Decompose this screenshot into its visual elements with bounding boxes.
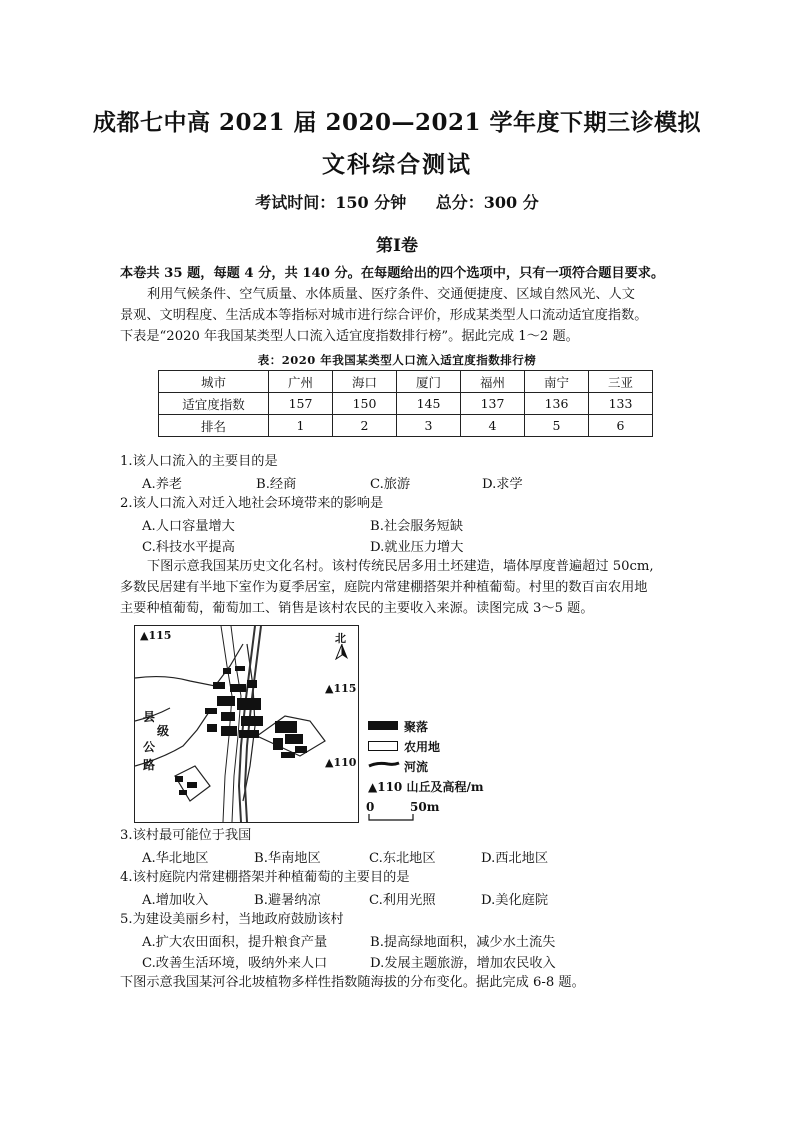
q5-option-a[interactable]: A.扩大农田面积，提升粮食产量 (142, 935, 328, 950)
q4-option-a[interactable]: A.增加收入 (142, 893, 209, 908)
table-caption: 表：2020 年我国某类型人口流入适宜度指数排行榜 (257, 353, 537, 367)
rank-cell: 3 (397, 415, 461, 437)
rank-cell: 5 (525, 415, 589, 437)
city-cell: 厦门 (397, 371, 461, 393)
city-cell: 海口 (333, 371, 397, 393)
exam-time: 考试时间：150 分钟 (255, 193, 407, 212)
road-label-char: 县 (143, 710, 156, 724)
passage3: 下图示意我国某河谷北坡植物多样性指数随海拔的分布变化。据此完成 6-8 题。 (120, 975, 585, 990)
exam-subtitle: 文科综合测试 (322, 151, 472, 178)
city-cell: 福州 (461, 371, 525, 393)
question-4-stem: 4.该村庭院内常建棚搭架并种植葡萄的主要目的是 (120, 870, 410, 885)
row-label-city: 城市 (159, 371, 269, 393)
q1-option-c[interactable]: C.旅游 (370, 477, 411, 492)
rank-cell: 1 (269, 415, 333, 437)
table-row (159, 371, 653, 393)
passage1-line3: 下表是“2020 年我国某类型人口流入适宜度指数排行榜”。据此完成 1～2 题。 (120, 329, 579, 344)
road-label-char: 级 (157, 724, 170, 738)
q5-option-d[interactable]: D.发展主题旅游，增加农民收入 (370, 956, 556, 971)
q2-option-c[interactable]: C.科技水平提高 (142, 540, 235, 555)
q3-option-d[interactable]: D.西北地区 (481, 851, 549, 866)
q3-option-c[interactable]: C.东北地区 (369, 851, 436, 866)
legend-farmland-swatch (368, 741, 398, 751)
q1-option-a[interactable]: A.养老 (142, 477, 183, 492)
exam-meta (0, 190, 794, 213)
index-cell: 137 (461, 393, 525, 415)
north-label: 北 (335, 632, 346, 645)
city-cell: 三亚 (589, 371, 653, 393)
county-road (221, 626, 241, 822)
passage1-line1: 利用气候条件、空气质量、水体质量、医疗条件、交通便捷度、区域自然风光、人文 (147, 287, 635, 302)
q5-option-b[interactable]: B.提高绿地面积，减少水土流失 (370, 935, 556, 950)
city-cell: 南宁 (525, 371, 589, 393)
q4-option-b[interactable]: B.避暑纳凉 (254, 893, 321, 908)
row-label-rank: 排名 (159, 415, 269, 437)
exam-total-score: 总分：300 分 (435, 193, 539, 212)
q1-option-b[interactable]: B.经商 (256, 477, 297, 492)
north-arrow-icon (335, 644, 349, 660)
city-cell: 广州 (269, 371, 333, 393)
passage2-line2: 多数民居建有半地下室作为夏季居室，庭院内常建棚搭架并种植葡萄。村里的数百亩农用地 (120, 580, 648, 595)
ranking-table (158, 370, 653, 437)
legend-river-label: 河流 (404, 760, 429, 774)
settlement-blocks (175, 666, 307, 795)
q2-option-d[interactable]: D.就业压力增大 (370, 540, 464, 555)
passage1-line2: 景观、文明程度、生活成本等指标对城市进行综合评价，形成某类型人口流动适宜度指数。 (120, 308, 648, 323)
road-label-char: 公 (143, 740, 156, 754)
index-cell: 145 (397, 393, 461, 415)
index-cell: 133 (589, 393, 653, 415)
rank-cell: 4 (461, 415, 525, 437)
exam-title: 成都七中高 2021 届 2020—2021 学年度下期三诊模拟 (92, 109, 702, 136)
question-5-stem: 5.为建设美丽乡村，当地政府鼓励该村 (120, 912, 344, 927)
question-3-stem: 3.该村最可能位于我国 (120, 828, 252, 843)
road-label-char: 路 (143, 758, 156, 772)
legend-peak-label: ▲110 山丘及高程/m (368, 780, 484, 794)
scale-bar (368, 814, 414, 822)
row-label-index: 适宜度指数 (159, 393, 269, 415)
q2-option-a[interactable]: A.人口容量增大 (142, 519, 235, 534)
volume-heading: 第Ⅰ卷 (376, 236, 418, 256)
q4-option-c[interactable]: C.利用光照 (369, 893, 436, 908)
peak-label: ▲115 (325, 682, 357, 695)
instructions: 本卷共 35 题，每题 4 分，共 140 分。在每题给出的四个选项中，只有一项符合题目要求。 (120, 266, 665, 281)
rank-cell: 2 (333, 415, 397, 437)
index-cell: 157 (269, 393, 333, 415)
table-row (159, 415, 653, 437)
passage2-line1: 下图示意我国某历史文化名村。该村传统民居多用土坯建造，墙体厚度普遍超过 50cm, (147, 559, 654, 574)
q1-option-d[interactable]: D.求学 (482, 477, 523, 492)
legend-settlement-label: 聚落 (404, 720, 429, 734)
legend-river-icon (368, 760, 400, 770)
q5-option-c[interactable]: C.改善生活环境，吸纳外来人口 (142, 956, 328, 971)
legend-settlement-swatch (368, 721, 398, 730)
table-row (159, 393, 653, 415)
question-1-stem: 1.该人口流入的主要目的是 (120, 454, 278, 469)
scale-start: 0 (366, 800, 375, 814)
index-cell: 150 (333, 393, 397, 415)
peak-label: ▲110 (325, 756, 357, 769)
index-cell: 136 (525, 393, 589, 415)
question-2-stem: 2.该人口流入对迁入地社会环境带来的影响是 (120, 496, 384, 511)
legend-farmland-label: 农用地 (404, 740, 441, 754)
passage2-line3: 主要种植葡萄，葡萄加工、销售是该村农民的主要收入来源。读图完成 3～5 题。 (120, 601, 594, 616)
q3-option-a[interactable]: A.华北地区 (142, 851, 209, 866)
q3-option-b[interactable]: B.华南地区 (254, 851, 321, 866)
peak-label: ▲115 (140, 629, 172, 642)
q4-option-d[interactable]: D.美化庭院 (481, 893, 549, 908)
rank-cell: 6 (589, 415, 653, 437)
q2-option-b[interactable]: B.社会服务短缺 (370, 519, 464, 534)
village-map (134, 625, 359, 823)
scale-end: 50m (410, 800, 440, 814)
